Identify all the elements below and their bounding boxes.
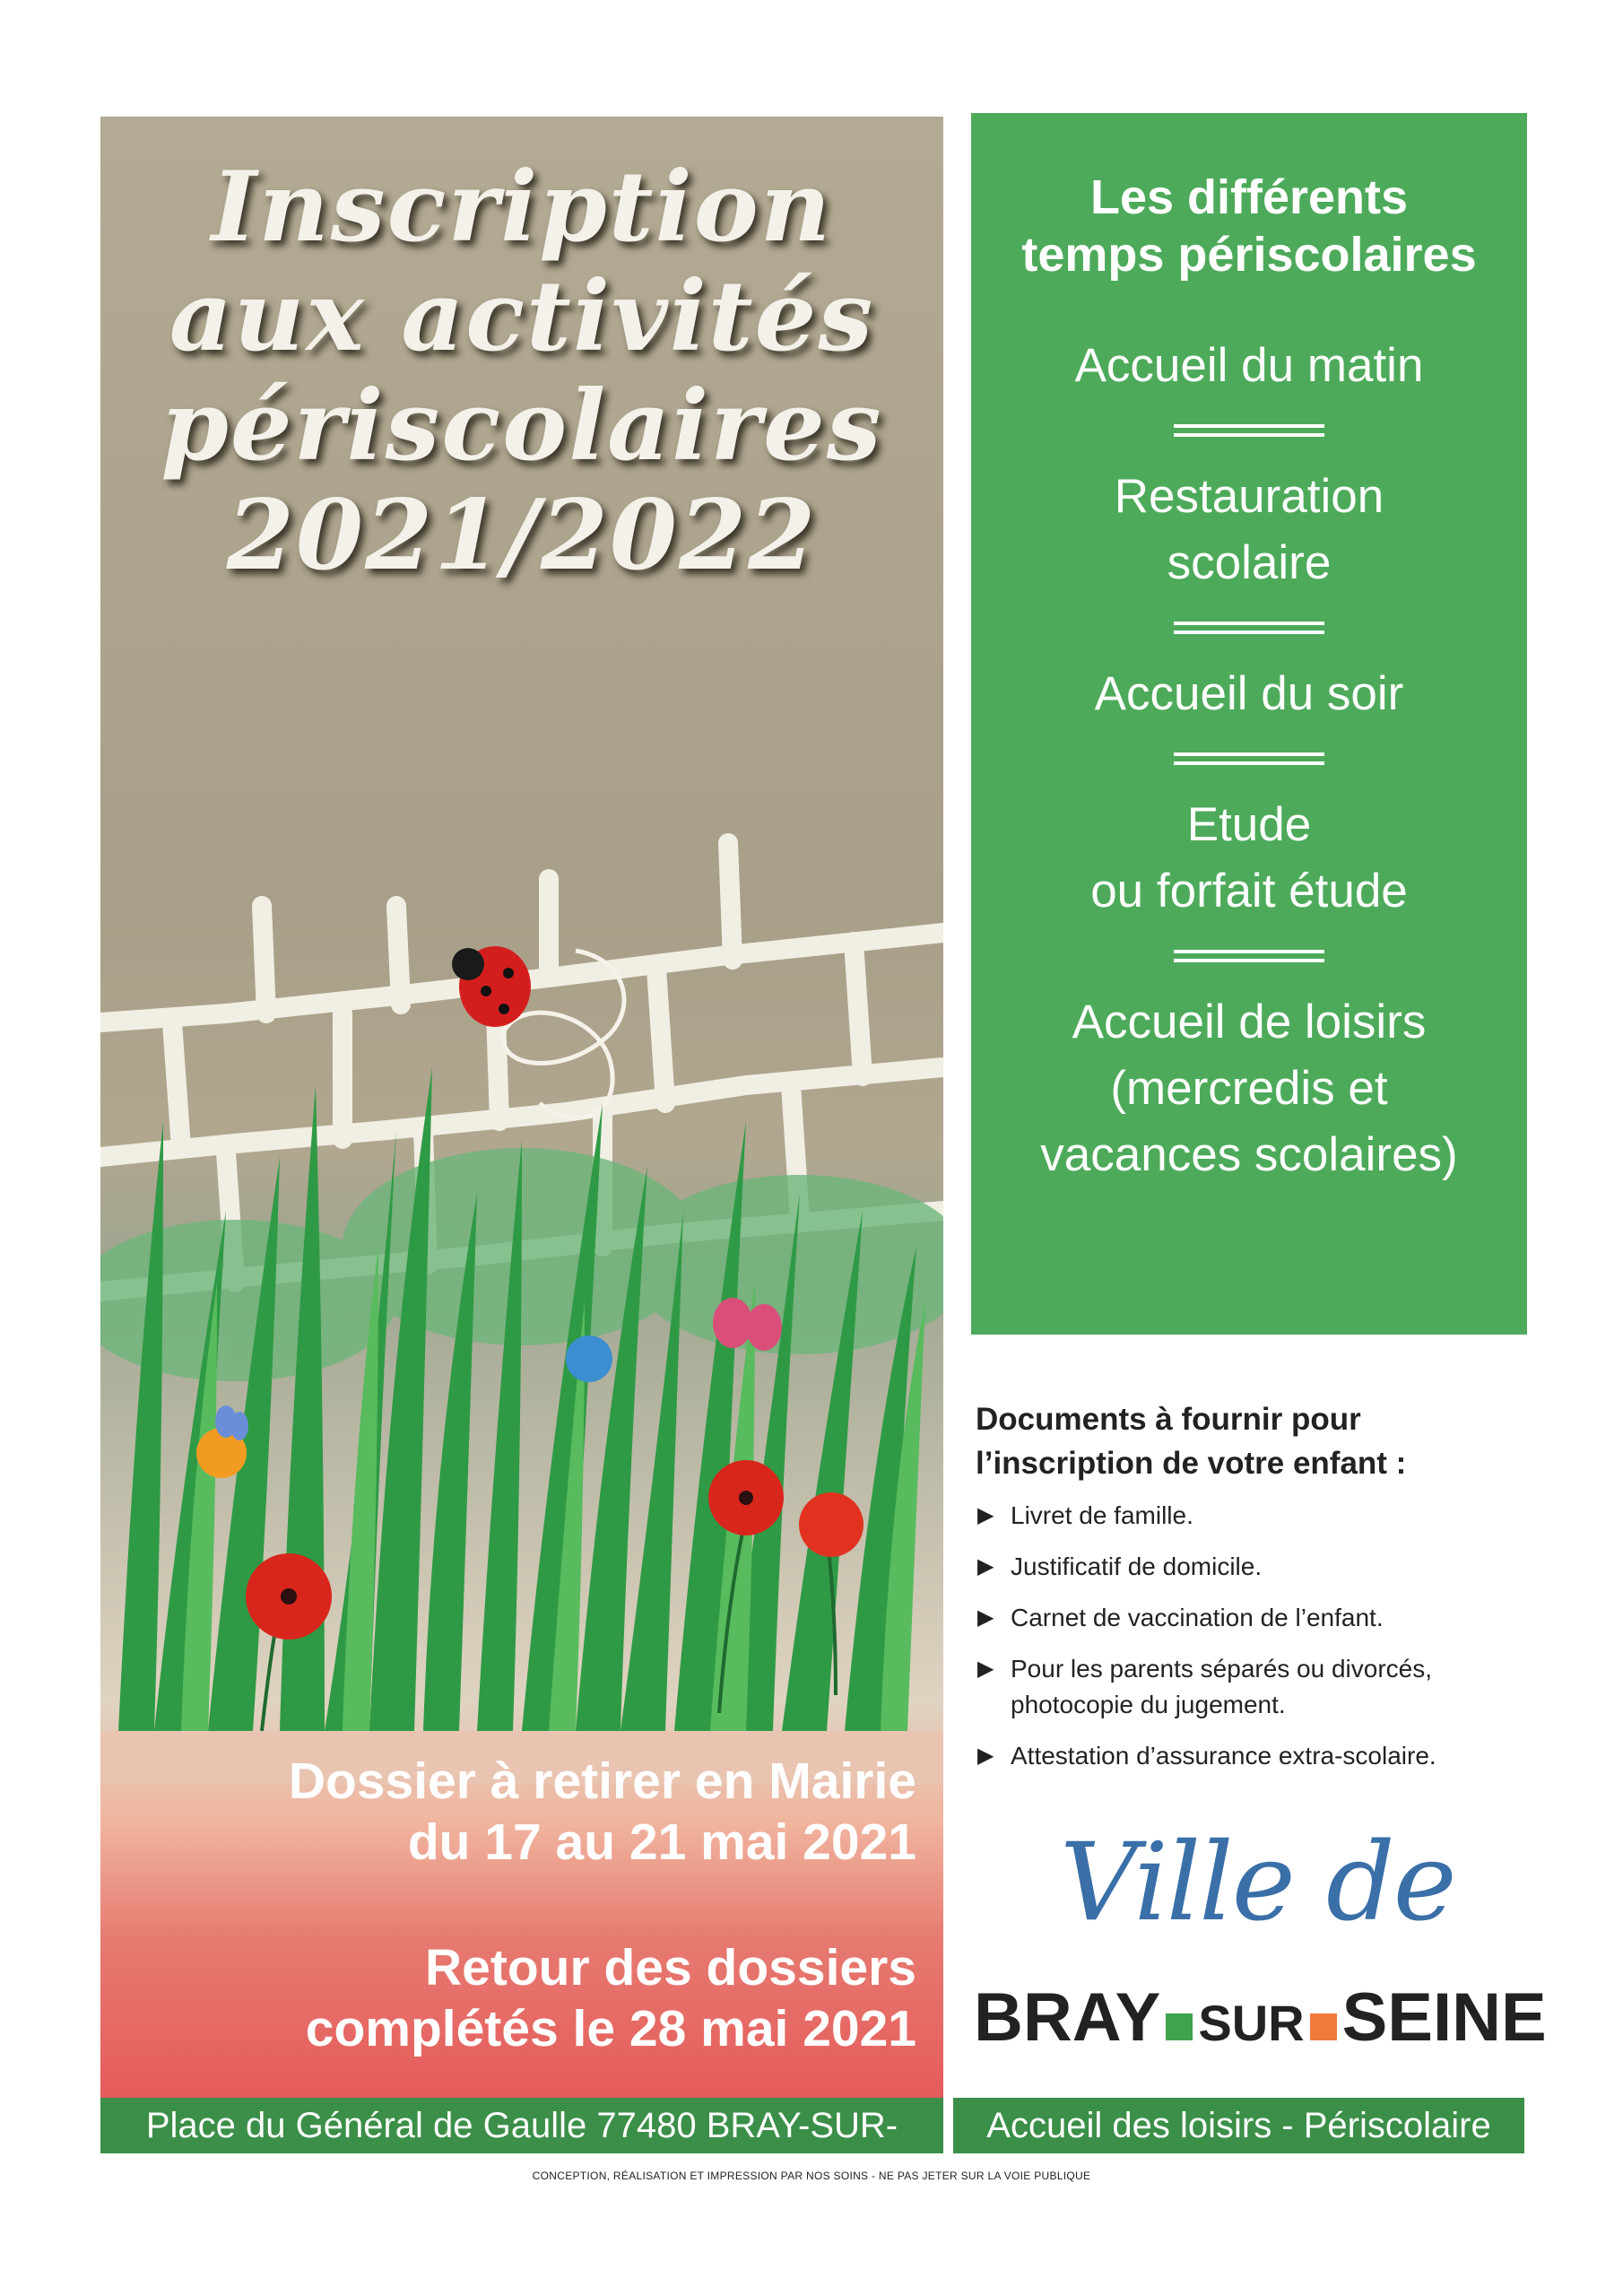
time-item [971, 989, 1527, 1188]
retour-line: Retour des dossiers [424, 1939, 916, 1996]
periscolaire-times-panel [971, 113, 1527, 1335]
divider [1174, 622, 1324, 634]
heading-line: l’inscription de votre enfant : [976, 1446, 1407, 1481]
right-triangle-bullet-icon: ▶ [977, 1605, 994, 1630]
ville-logo [974, 1821, 1547, 2090]
item-line: photocopie du jugement. [1011, 1691, 1286, 1718]
item-line: (mercredis et [1110, 1062, 1388, 1115]
divider [1174, 424, 1324, 437]
heading-line: Les différents [1089, 170, 1409, 224]
green-square-icon [1166, 2013, 1193, 2040]
footer-note: CONCEPTION, RÉALISATION ET IMPRESSION PAR NOS SOINS - NE PAS JETER SUR LA VOIE PUBLIQUE [532, 2170, 1091, 2182]
item-line: Attestation d’assurance extra-scolaire. [1011, 1742, 1436, 1770]
item-line: Pour les parents séparés ou divorcés, [1011, 1655, 1433, 1683]
ladybug [452, 946, 531, 1027]
retour-dossiers-text [306, 1937, 916, 2059]
logo-seine: SEINE [1341, 1979, 1547, 2056]
logo-ville-text: Ville de [1060, 1821, 1455, 1945]
time-item [971, 792, 1527, 925]
item-line: Etude [1186, 798, 1312, 851]
poster-panel [100, 117, 943, 2099]
item-line: Accueil du soir [1094, 667, 1404, 720]
item-line: Carnet de vaccination de l’enfant. [1011, 1604, 1384, 1631]
list-item [976, 1600, 1549, 1636]
item-line: Restauration [1114, 470, 1384, 523]
divider [1174, 950, 1324, 962]
documents-section [976, 1397, 1549, 1789]
times-list [971, 333, 1527, 1188]
title-line: aux activités [169, 260, 875, 373]
retrait-line: Dossier à retirer en Mairie [288, 1752, 916, 1810]
time-item [971, 333, 1527, 399]
right-triangle-bullet-icon: ▶ [977, 1503, 994, 1527]
item-line: Accueil de loisirs [1072, 996, 1427, 1048]
time-item [971, 464, 1527, 596]
documents-heading [976, 1397, 1549, 1485]
right-triangle-bullet-icon: ▶ [977, 1744, 994, 1768]
item-line: Accueil du matin [1074, 339, 1424, 392]
item-line: Justificatif de domicile. [1011, 1552, 1263, 1580]
retour-line: complétés le 28 mai 2021 [305, 2000, 916, 2057]
list-item [976, 1651, 1549, 1723]
address-bar: Place du Général de Gaulle 77480 BRAY-SUR-SEINE [100, 2098, 943, 2153]
list-item [976, 1498, 1549, 1534]
item-line: Livret de famille. [1011, 1501, 1193, 1529]
right-triangle-bullet-icon: ▶ [977, 1657, 994, 1681]
title-line: périscolaires [161, 370, 883, 483]
divider [1174, 752, 1324, 765]
blue-flower [566, 1335, 612, 1382]
meadow-illustration [100, 744, 943, 1785]
panel-heading [971, 169, 1527, 283]
title-line: Inscription [211, 151, 833, 264]
list-item [976, 1738, 1549, 1774]
logo-sur: SUR [1198, 1995, 1305, 2051]
right-triangle-bullet-icon: ▶ [977, 1554, 994, 1578]
service-bar: Accueil des loisirs - Périscolaire [953, 2098, 1524, 2153]
dossier-retrait-text [289, 1751, 916, 1873]
item-line: ou forfait étude [1090, 865, 1408, 918]
documents-list [976, 1498, 1549, 1774]
logo-bray: BRAY [974, 1979, 1161, 2056]
retrait-line: du 17 au 21 mai 2021 [407, 1813, 916, 1871]
list-item [976, 1549, 1549, 1585]
title-line: 2021/2022 [226, 479, 818, 592]
heading-line: Documents à fournir pour [976, 1402, 1361, 1437]
logo-bray-sur-seine [974, 1979, 1547, 2057]
item-line: vacances scolaires) [1040, 1128, 1458, 1181]
orange-square-icon [1310, 2013, 1337, 2040]
poster-title [100, 152, 943, 590]
item-line: scolaire [1167, 536, 1332, 589]
heading-line: temps périscolaires [1021, 228, 1477, 282]
time-item [971, 661, 1527, 727]
